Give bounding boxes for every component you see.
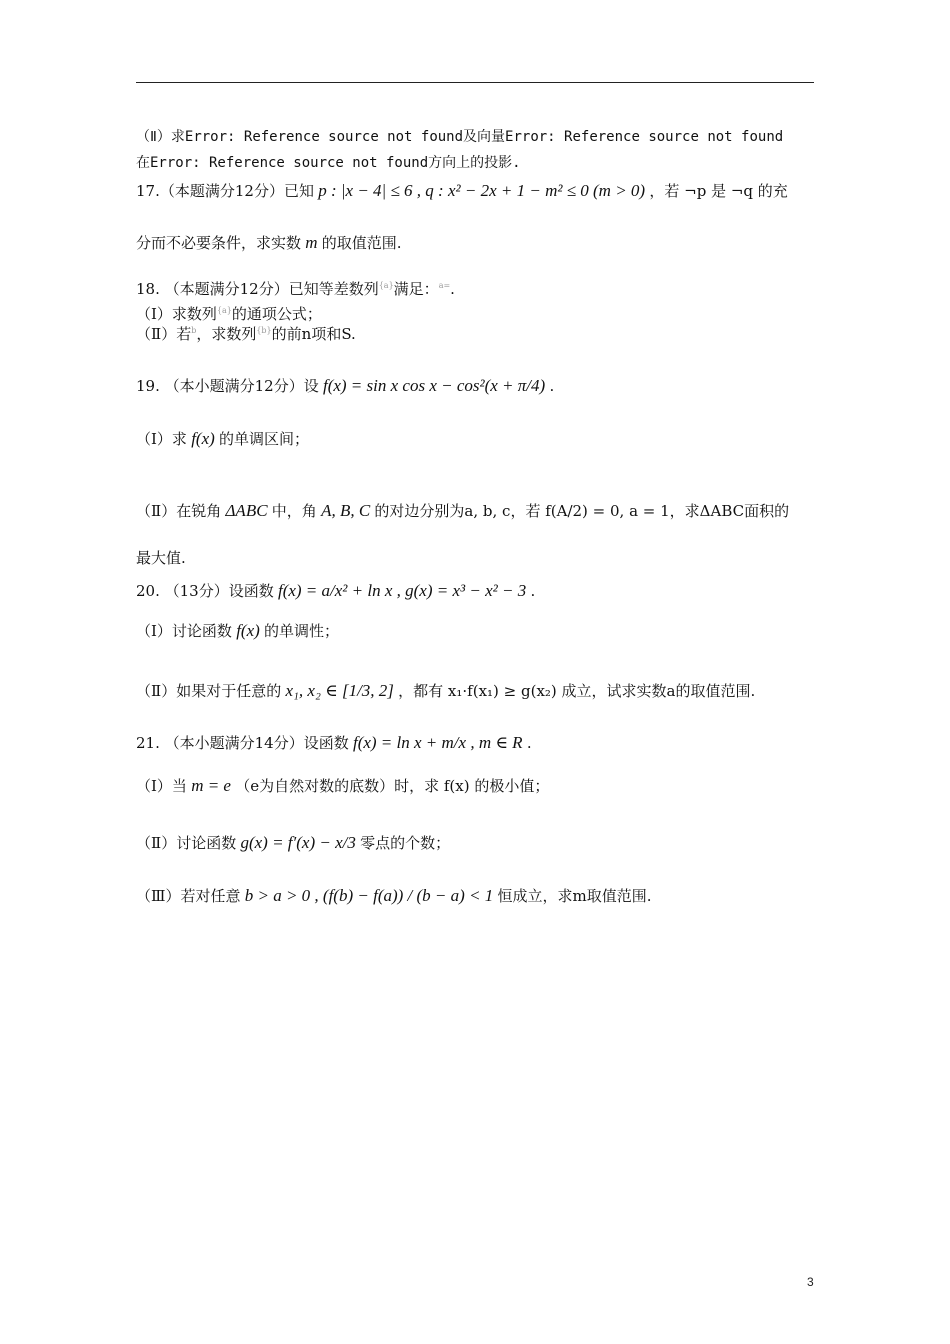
text-line: 分而不必要条件，求实数 m 的取值范围. (136, 233, 402, 252)
text-line: 17.（本题满分12分）已知 p : |x − 4| ≤ 6 , q : x² − 2x + 1 − m² ≤ 0 (m > 0) ，若 ¬p 是 ¬q 的充 (136, 181, 788, 200)
text-line: （Ⅱ）求Error: Reference source not found及向量Error: Reference source not found (136, 129, 784, 145)
text-line: （Ⅱ）讨论函数 g(x) = f′(x) − x/3 零点的个数； (136, 833, 451, 852)
page-number: 3 (807, 1275, 814, 1289)
text-line: 21. （本小题满分14分）设函数 f(x) = ln x + m/x , m ∈ R . (136, 733, 532, 752)
text-line: （Ⅰ）求数列$^{\{a\}}$的通项公式； (136, 305, 322, 323)
text-line: 在Error: Reference source not found方向上的投影. (136, 155, 521, 171)
text-line: （Ⅱ）在锐角 ΔABC 中，角 A, B, C 的对边分别为a, b, c，若 f(A/2) = 0, a = 1，求ΔABC面积的 (136, 501, 790, 520)
header-rule (136, 82, 814, 83)
text-line: 最大值. (136, 549, 186, 567)
text-line: （Ⅱ）若$^b$，求数列$^{\{b\}}$的前n项和S. (136, 325, 356, 343)
text-line: （Ⅱ）如果对于任意的 x₁, x₂ ∈ [1/3, 2] ，都有 x₁·f(x₁) ≥ g(x₂) 成立，试求实数a的取值范围. (136, 681, 756, 700)
text-line: （Ⅲ）若对任意 b > a > 0 , (f(b) − f(a)) / (b − a) < 1 恒成立，求m取值范围. (136, 886, 652, 905)
text-line: （Ⅰ）当 m = e （e为自然对数的底数）时，求 f(x) 的极小值； (136, 776, 550, 795)
text-line: 20. （13分）设函数 f(x) = a/x² + ln x , g(x) = x³ − x² − 3 . (136, 581, 536, 600)
text-line: 19. （本小题满分12分）设 f(x) = sin x cos x − cos²(x + π/4) . (136, 376, 555, 395)
text-line: （Ⅰ）求 f(x) 的单调区间； (136, 429, 310, 448)
text-line: （Ⅰ）讨论函数 f(x) 的单调性； (136, 621, 340, 640)
text-line: 18. （本题满分12分）已知等差数列$^{\{a\}}$满足：$^{a=}$. (136, 280, 455, 298)
